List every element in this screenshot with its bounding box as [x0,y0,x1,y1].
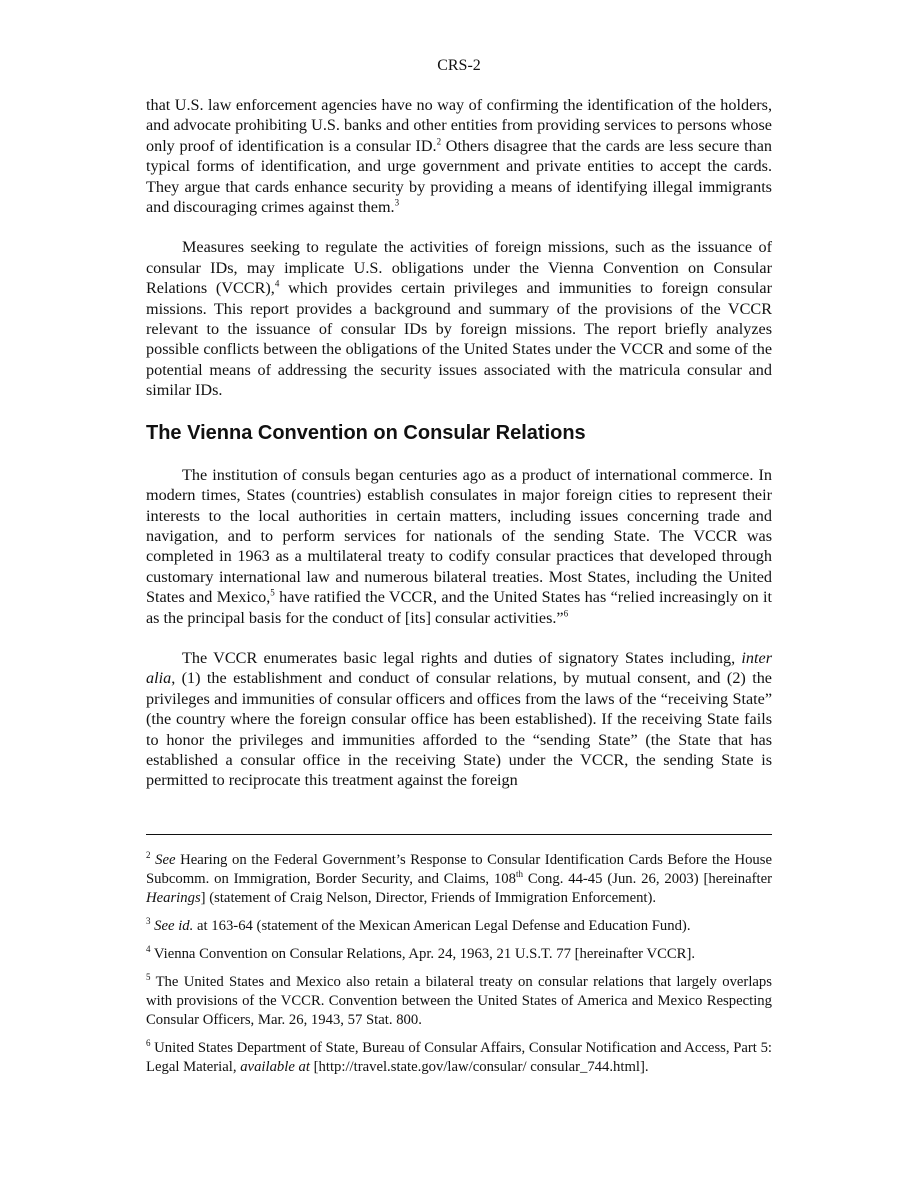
paragraph-text: Others disagree that the cards are less secure than typical forms of identification, and urge government and private entities to accept the cards. They argue that cards enhance security by providing a means of identifying illegal immigrants and discouraging crimes against them. [146,136,772,217]
footnote-ref-2[interactable]: 2 [436,136,442,147]
footnote-3 [146,917,772,936]
footnote-mark: 3 [146,916,151,927]
footnote-text: United States Department of State, Bureau of Consular Affairs, Consular Notification and Access, Part 5: Legal Material, [146,1040,772,1075]
footnote-4 [146,945,772,964]
section-heading: The Vienna Convention on Consular Relations [146,421,586,444]
paragraph-italic: inter alia [146,648,772,688]
footnotes [146,851,772,1086]
footnote-divider [146,834,772,835]
footnote-text: Hearing on the Federal Government’s Response to Consular Identification Cards Before the House Subcomm. on Immigration, Border Security, and Claims, 108 [146,852,773,887]
footnote-mark: 2 [146,850,151,861]
footnote-ref-5[interactable]: 5 [270,587,275,598]
footnote-italic: Hearings [146,890,201,906]
paragraph-text: , (1) the establishment and conduct of consular relations, by mutual consent, and (2) the privileges and immunities of consular officers and offices from the laws of the “receiving State” (the country where the foreign consular office has been established). If the receiving State fails to honor the privileges and immunities afforded to the “sending State” (the State that has established a consular office in the receiving State) under the VCCR, the sending State is permitted to reciprocate this treatment against the foreign [146,669,772,790]
footnote-italic: See [155,852,176,868]
paragraph-text: which provides certain privileges and immunities to foreign consular missions. This report provides a background and summary of the provisions of the VCCR relevant to the issuance of consular IDs by foreign missions. The report briefly analyzes possible conflicts between the obligations of the United States under the VCCR and some of the potential means of addressing the security issues associated with the matricula consular and similar IDs. [146,279,772,400]
page-number-header: CRS-2 [437,57,481,74]
footnote-mark: 4 [146,944,151,955]
paragraph-text: Measures seeking to regulate the activities of foreign missions, such as the issuance of consular IDs, may implicate U.S. obligations under the Vienna Convention on Consular Relations (VCCR), [146,238,772,298]
footnote-ref-4[interactable]: 4 [274,278,280,289]
footnote-superscript: th [516,869,524,880]
paragraph-text: have ratified the VCCR, and the United States has “relied increasingly on it as the principal basis for the conduct of [its] consular activities.” [146,588,772,627]
footnote-text: Cong. 44-45 (Jun. 26, 2003) [hereinafter [523,871,772,887]
footnote-text: ] (statement of Craig Nelson, Director, Friends of Immigration Enforcement). [200,890,657,906]
footnote-text: at 163-64 (statement of the Mexican American Legal Defense and Education Fund). [193,918,691,934]
footnote-text: The United States and Mexico also retain a bilateral treaty on consular relations that largely overlaps with provisions of the VCCR. Convention between the United States of America and Mexico Respecting Consular Officers, Mar. 26, 1943, 57 Stat. 800. [146,974,772,1028]
footnote-ref-3[interactable]: 3 [394,197,400,208]
footnote-italic: available at [240,1059,310,1075]
footnote-italic: See id. [154,918,194,934]
footnote-6 [146,1039,772,1077]
footnote-ref-6[interactable]: 6 [563,608,569,619]
paragraph-consuls-history [146,465,772,628]
footnote-2 [146,851,772,908]
paragraph-text: The VCCR enumerates basic legal rights and duties of signatory States including, [182,648,742,667]
paragraph-vccr-intro [146,237,772,400]
footnote-mark: 5 [146,972,151,983]
paragraph-text: The institution of consuls began centuries ago as a product of international commerce. In modern times, States (countries) establish consulates in major foreign cities to represent their interests to the local authorities in certain matters, including issues concerning trade and navigation, and to perform services for nationals of the sending State. The VCCR was completed in 1963 as a multilateral treaty to codify consular practices that developed through customary international law and numerous bilateral treaties. Most States, including the United States and Mexico, [146,465,772,607]
footnote-mark: 6 [146,1038,151,1049]
paragraph-text: that U.S. law enforcement agencies have no way of confirming the identification of the holders, and advocate prohibiting U.S. banks and other entities from providing services to persons whose only proof of identification is a consular ID. [146,96,772,155]
paragraph-continuation [146,95,772,217]
footnote-5 [146,973,772,1030]
paragraph-vccr-rights [146,648,772,791]
footnote-text: [http://travel.state.gov/law/consular/ consular_744.html]. [309,1059,649,1075]
body-text [146,95,772,791]
footnote-text: Vienna Convention on Consular Relations, Apr. 24, 1963, 21 U.S.T. 77 [hereinafter VCCR]. [150,946,696,962]
